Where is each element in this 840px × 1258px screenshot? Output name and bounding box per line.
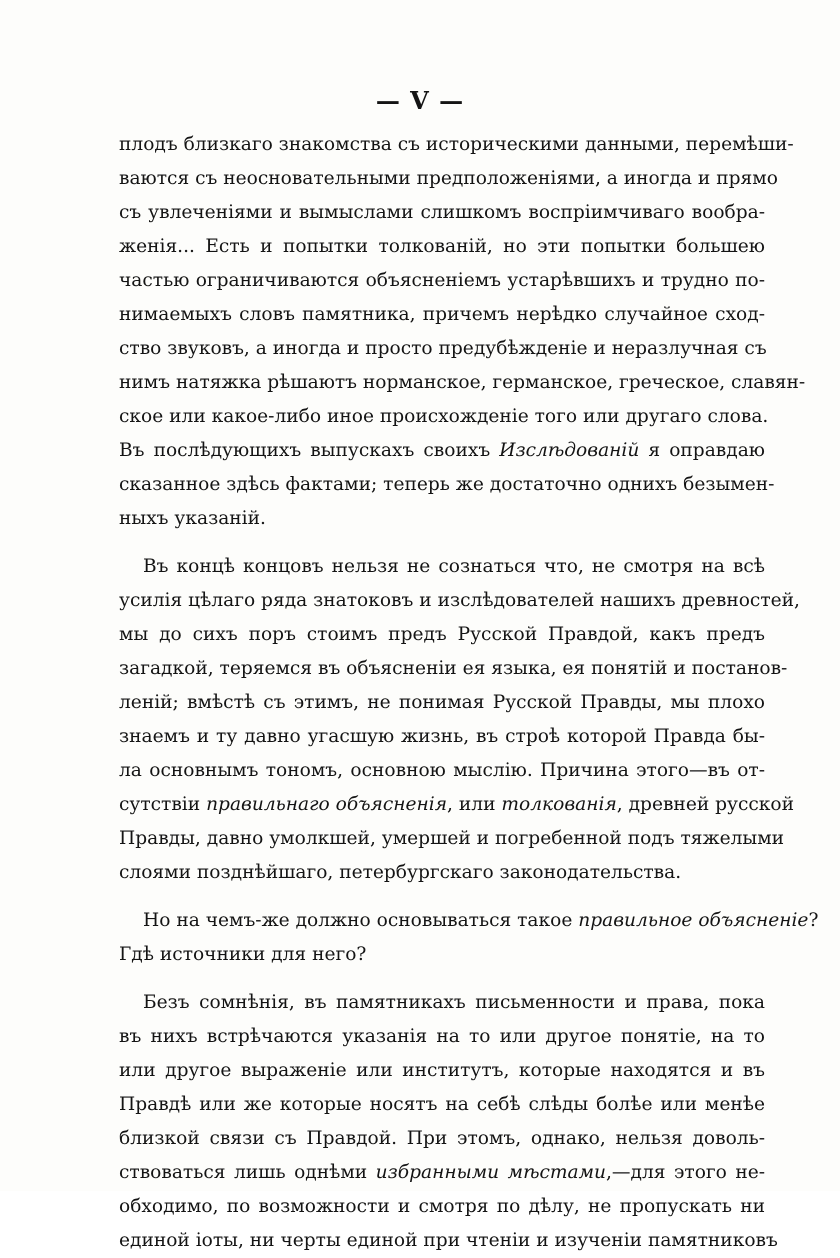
text-line: ское или какое-либо иное происхожденіе того или другаго слова. xyxy=(119,406,769,427)
text-line: въ нихъ встрѣчаются указанія на то или другое понятіе, на то xyxy=(119,1026,765,1047)
text-line: мы до сихъ поръ стоимъ предъ Русской Правдой, какъ предъ xyxy=(119,624,765,645)
paragraph-gap xyxy=(119,536,765,550)
text-line: частью ограничиваются объясненіемъ устарѣвшихъ и трудно по- xyxy=(119,270,765,291)
text-line: сказанное здѣсь фактами; теперь же достаточно однихъ безымен- xyxy=(119,474,775,495)
text-line: слоями позднѣйшаго, петербургскаго законодательства. xyxy=(119,862,682,883)
paragraph xyxy=(119,986,778,1258)
text-line: обходимо, по возможности и смотря по дѣлу, не пропускать ни xyxy=(119,1196,765,1217)
text-line: сутствіи правильнаго объясненія, или толкованія, древней русской xyxy=(119,794,795,815)
text-line: съ увлеченіями и вымыслами слишкомъ воспріимчиваго вообра- xyxy=(119,202,765,223)
text-line: Правдѣ или же которые носятъ на себѣ слѣды болѣе или менѣе xyxy=(119,1094,765,1115)
paragraph-gap xyxy=(119,972,765,986)
text-line: нимаемыхъ словъ памятника, причемъ нерѣдко случайное сход- xyxy=(119,304,765,325)
body-text xyxy=(119,128,819,1258)
text-line: ла основнымъ тономъ, основною мыслію. Причина этого—въ от- xyxy=(119,760,765,781)
page-number: — V — xyxy=(375,86,465,115)
text-line: Въ послѣдующихъ выпускахъ своихъ Изслѣдованій я оправдаю xyxy=(119,440,765,461)
text-line: леній; вмѣстѣ съ этимъ, не понимая Русской Правды, мы плохо xyxy=(119,692,765,713)
text-line: Гдѣ источники для него? xyxy=(119,944,367,965)
text-line: Но на чемъ-же должно основываться такое правильное объясненіе? xyxy=(143,910,819,931)
text-line: плодъ близкаго знакомства съ историческими данными, перемѣши- xyxy=(119,134,794,155)
text-line: нимъ натяжка рѣшаютъ норманское, германское, греческое, славян- xyxy=(119,372,806,393)
text-line: Въ концѣ концовъ нельзя не сознаться что, не смотря на всѣ xyxy=(143,556,765,577)
text-line: женія... Есть и попытки толкованій, но эти попытки большею xyxy=(119,236,765,257)
text-line: загадкой, теряемся въ объясненіи ея языка, ея понятій и постанов- xyxy=(119,658,788,679)
paragraph xyxy=(119,904,819,972)
text-line: ваются съ неосновательными предположеніями, а иногда и прямо xyxy=(119,168,778,189)
text-line: или другое выраженіе или институтъ, которые находятся и въ xyxy=(119,1060,765,1081)
paragraph-gap xyxy=(119,890,765,904)
text-line: близкой связи съ Правдой. При этомъ, однако, нельзя доволь- xyxy=(119,1128,765,1149)
text-line: усилія цѣлаго ряда знатоковъ и изслѣдователей нашихъ древностей, xyxy=(119,590,800,611)
text-line: единой іоты, ни черты единой при чтеніи и изученіи памятниковъ xyxy=(119,1230,778,1251)
text-line: ство звуковъ, а иногда и просто предубѣжденіе и неразлучная съ xyxy=(119,338,767,359)
text-line: знаемъ и ту давно угасшую жизнь, въ строѣ которой Правда бы- xyxy=(119,726,765,747)
text-line: Безъ сомнѣнія, въ памятникахъ письменности и права, пока xyxy=(143,992,765,1013)
text-line: ныхъ указаній. xyxy=(119,508,266,529)
text-line: ствоваться лишь однѣми избранными мѣстами,—для этого не- xyxy=(119,1162,765,1183)
paragraph xyxy=(119,128,806,536)
paragraph xyxy=(119,550,800,890)
text-line: Правды, давно умолкшей, умершей и погребенной подъ тяжелыми xyxy=(119,828,785,849)
